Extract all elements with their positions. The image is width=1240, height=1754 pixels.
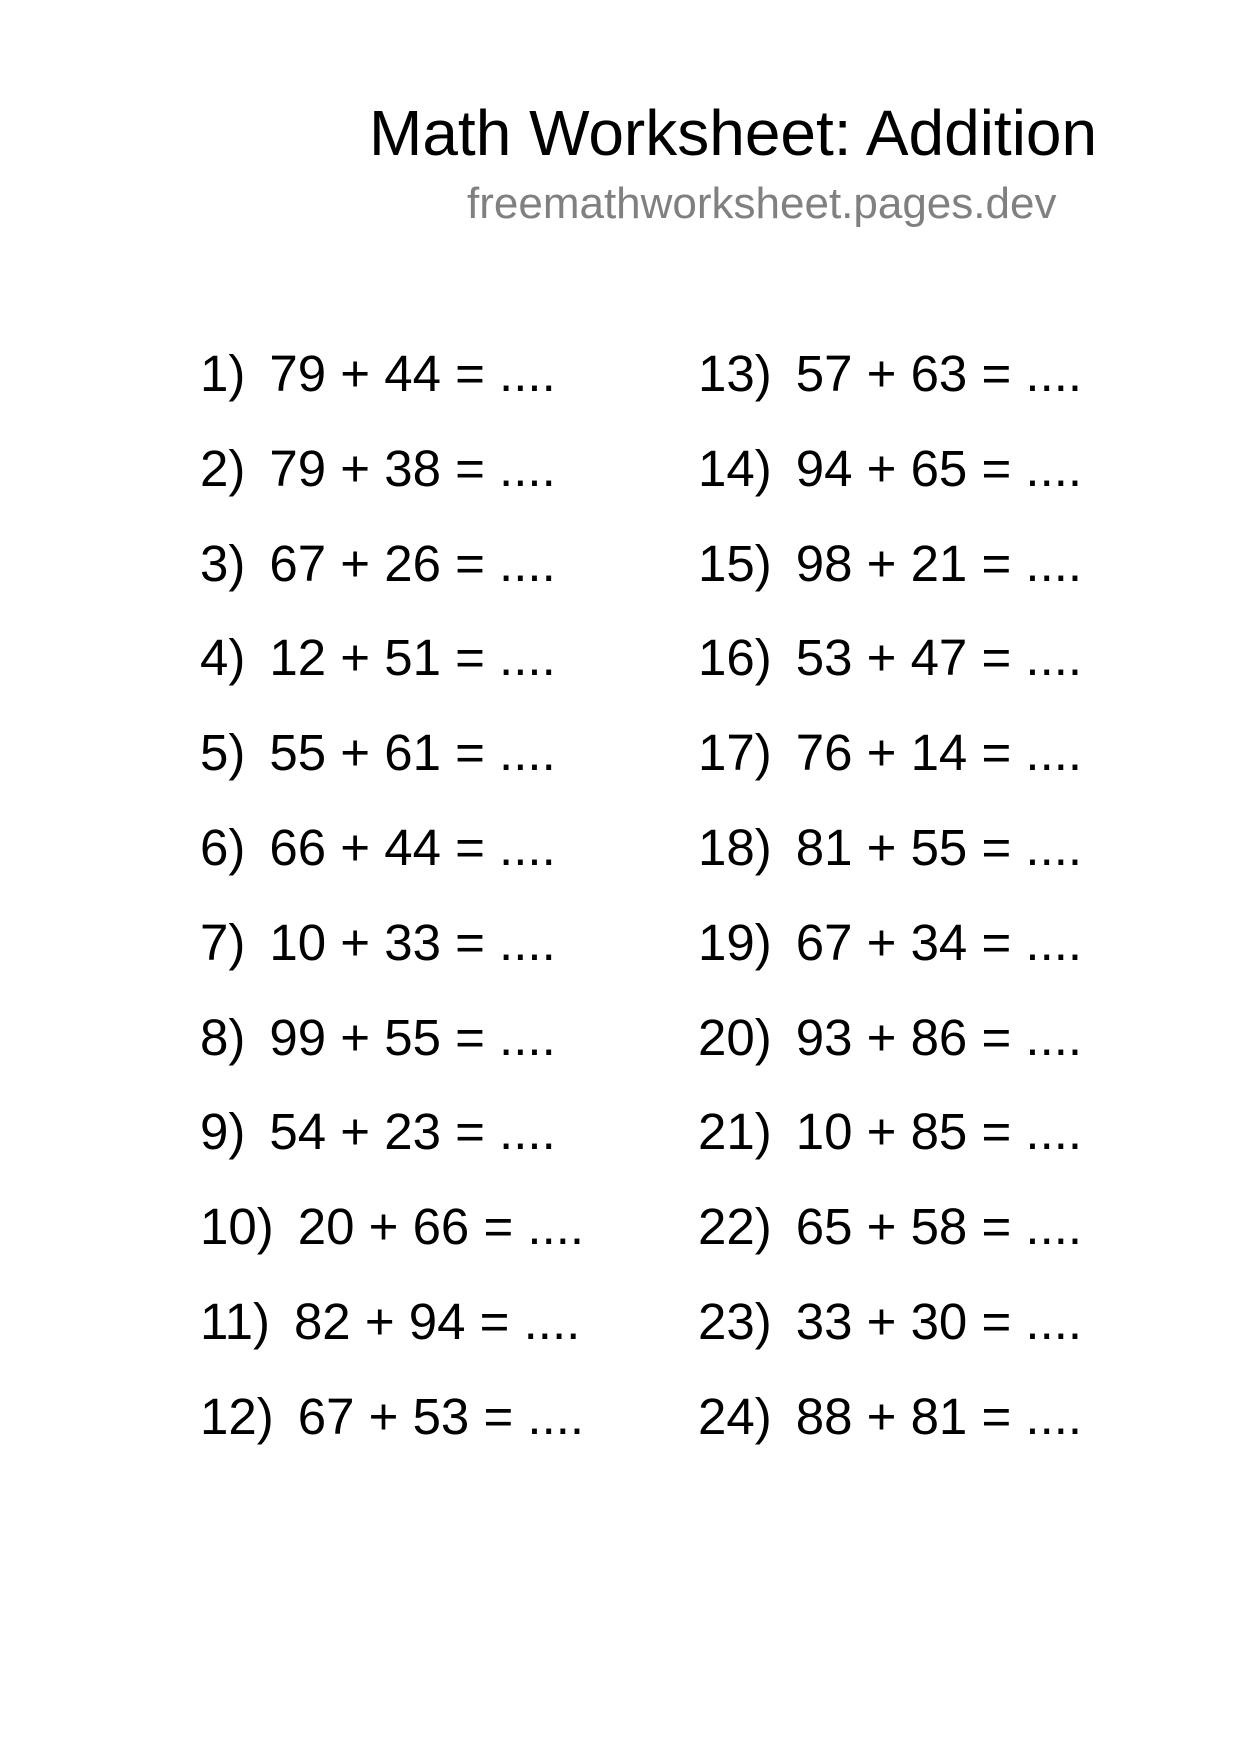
problem-item xyxy=(200,818,720,913)
problem-number: 24) xyxy=(698,1387,772,1445)
problem-item xyxy=(200,1008,720,1103)
problem-expression: 54 + 23 = .... xyxy=(269,1103,556,1161)
problem-expression: 55 + 61 = .... xyxy=(269,724,556,782)
problem-item xyxy=(698,1292,1218,1387)
problem-item xyxy=(200,1292,720,1387)
problem-expression: 79 + 38 = .... xyxy=(269,439,556,497)
problem-number: 17) xyxy=(698,724,772,782)
problem-expression: 88 + 81 = .... xyxy=(795,1387,1083,1445)
problem-number: 20) xyxy=(698,1008,772,1066)
problem-number: 13) xyxy=(698,345,772,402)
problem-item xyxy=(698,723,1218,818)
problem-number: 8) xyxy=(200,1008,246,1066)
problem-item xyxy=(200,344,720,439)
problem-expression: 12 + 51 = .... xyxy=(269,629,556,687)
problem-item xyxy=(698,1102,1218,1197)
problem-number: 18) xyxy=(698,818,772,876)
problem-item xyxy=(698,1197,1218,1292)
problem-number: 1) xyxy=(200,345,246,402)
problem-item xyxy=(200,1102,720,1197)
problem-number: 15) xyxy=(698,534,772,592)
problem-expression: 76 + 14 = .... xyxy=(795,724,1083,782)
problem-number: 5) xyxy=(200,724,246,782)
problem-expression: 98 + 21 = .... xyxy=(795,534,1083,592)
problem-item xyxy=(698,439,1218,534)
problem-item xyxy=(698,1387,1218,1482)
problem-number: 14) xyxy=(698,439,772,497)
problem-item xyxy=(200,534,720,629)
worksheet-source-url: freemathworksheet.pages.dev xyxy=(467,179,1057,228)
problem-expression: 67 + 53 = .... xyxy=(297,1387,585,1445)
problem-expression: 67 + 26 = .... xyxy=(269,534,556,592)
problem-item xyxy=(200,913,720,1008)
problem-number: 6) xyxy=(200,818,246,876)
problem-item xyxy=(200,1387,720,1482)
problem-expression: 93 + 86 = .... xyxy=(795,1008,1083,1066)
problem-expression: 82 + 94 = .... xyxy=(293,1292,581,1350)
problem-item xyxy=(698,628,1218,723)
problem-expression: 99 + 55 = .... xyxy=(269,1008,556,1066)
problem-expression: 33 + 30 = .... xyxy=(795,1292,1083,1350)
problem-expression: 66 + 44 = .... xyxy=(269,818,556,876)
problem-expression: 67 + 34 = .... xyxy=(795,913,1083,971)
problem-number: 9) xyxy=(200,1103,246,1161)
problem-number: 4) xyxy=(200,629,246,687)
problem-item xyxy=(200,1197,720,1292)
problem-number: 21) xyxy=(698,1103,772,1161)
problem-number: 12) xyxy=(200,1387,274,1445)
problem-expression: 57 + 63 = .... xyxy=(795,345,1083,402)
problem-item xyxy=(200,628,720,723)
problem-number: 11) xyxy=(200,1292,270,1350)
problem-number: 16) xyxy=(698,629,772,687)
problem-item xyxy=(698,344,1218,439)
problem-expression: 20 + 66 = .... xyxy=(297,1198,585,1256)
problem-item xyxy=(698,534,1218,629)
problem-number: 23) xyxy=(698,1292,772,1350)
problem-item xyxy=(698,913,1218,1008)
problem-expression: 65 + 58 = .... xyxy=(795,1198,1083,1256)
problem-item xyxy=(200,439,720,534)
problem-expression: 10 + 85 = .... xyxy=(795,1103,1083,1161)
problem-expression: 10 + 33 = .... xyxy=(269,913,556,971)
problem-item xyxy=(200,723,720,818)
problem-expression: 81 + 55 = .... xyxy=(795,818,1083,876)
worksheet-title: Math Worksheet: Addition xyxy=(369,97,1098,169)
problem-number: 22) xyxy=(698,1198,772,1256)
problems-column-left xyxy=(200,344,720,1482)
problem-number: 7) xyxy=(200,913,246,971)
problems-column-right xyxy=(698,344,1218,1482)
problem-number: 3) xyxy=(200,534,246,592)
problem-expression: 53 + 47 = .... xyxy=(795,629,1083,687)
problem-item xyxy=(698,818,1218,913)
problem-item xyxy=(698,1008,1218,1103)
problem-number: 2) xyxy=(200,439,246,497)
problem-number: 19) xyxy=(698,913,772,971)
problem-expression: 94 + 65 = .... xyxy=(795,439,1083,497)
problem-expression: 79 + 44 = .... xyxy=(269,345,556,402)
problem-number: 10) xyxy=(200,1198,274,1256)
